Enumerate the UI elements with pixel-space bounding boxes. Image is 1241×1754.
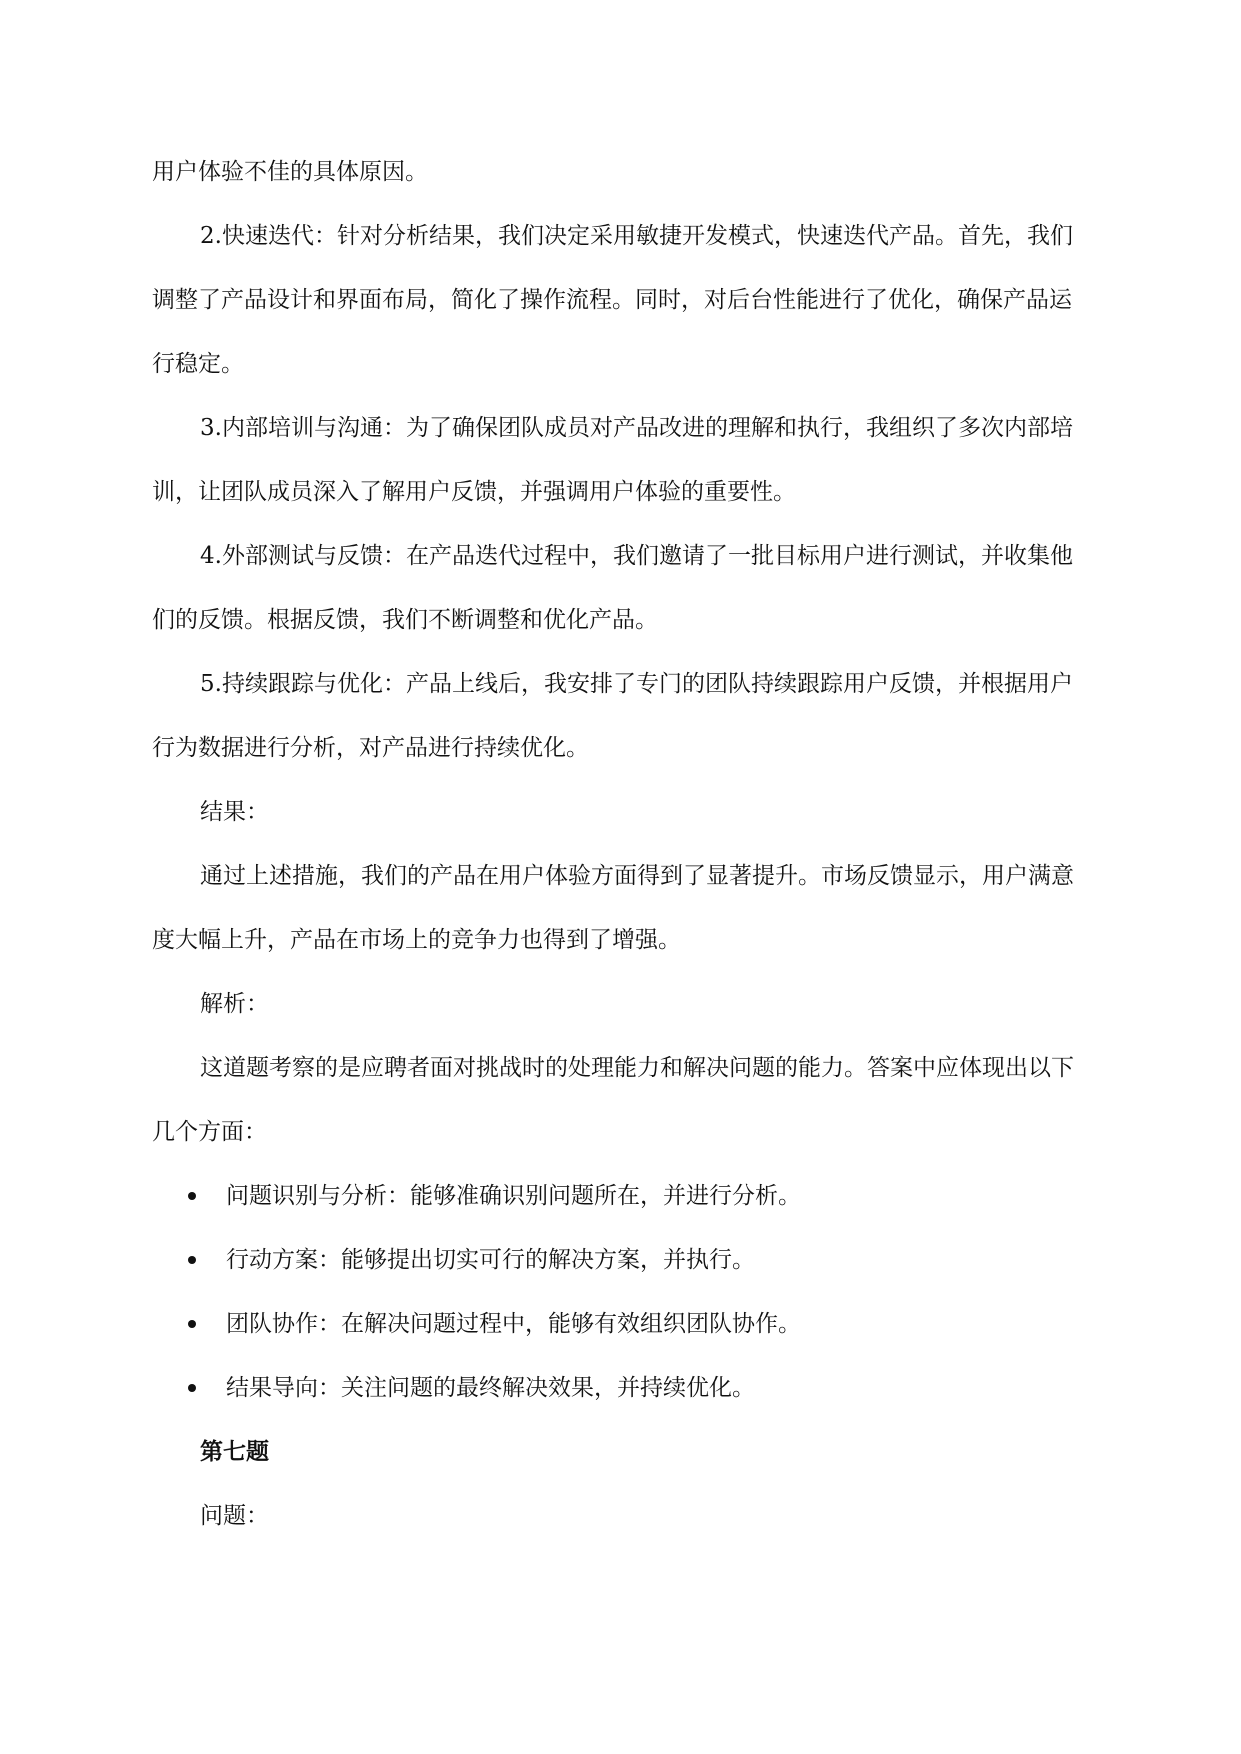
bullet-icon: [188, 1192, 196, 1200]
bullet-icon: [188, 1320, 196, 1328]
paragraph: 通过上述措施，我们的产品在用户体验方面得到了显著提升。市场反馈显示，用户满意度大幅上升，产品在市场上的竞争力也得到了增强。: [152, 863, 1074, 953]
section-heading: 第七题: [200, 1438, 269, 1465]
paragraph: 3.内部培训与沟通：为了确保团队成员对产品改进的理解和执行，我组织了多次内部培训，让团队成员深入了解用户反馈，并强调用户体验的重要性。: [152, 415, 1073, 505]
analysis-label: 解析：: [200, 991, 269, 1017]
list-item-text: 结果导向：关注问题的最终解决效果，并持续优化。: [226, 1375, 755, 1401]
paragraph: 2.快速迭代：针对分析结果，我们决定采用敏捷开发模式，快速迭代产品。首先，我们调整了产品设计和界面布局，简化了操作流程。同时，对后台性能进行了优化，确保产品运行稳定。: [152, 223, 1073, 377]
bullet-list: [152, 1164, 1092, 1420]
list-item: [152, 1228, 1092, 1292]
paragraph: 4.外部测试与反馈：在产品迭代过程中，我们邀请了一批目标用户进行测试，并收集他们的反馈。根据反馈，我们不断调整和优化产品。: [152, 543, 1073, 633]
question-label: 问题：: [200, 1503, 269, 1529]
paragraph: 5.持续跟踪与优化：产品上线后，我安排了专门的团队持续跟踪用户反馈，并根据用户行为数据进行分析，对产品进行持续优化。: [152, 671, 1073, 761]
list-item: [152, 1164, 1092, 1228]
bullet-icon: [188, 1256, 196, 1264]
list-item-text: 问题识别与分析：能够准确识别问题所在，并进行分析。: [226, 1183, 801, 1209]
list-item-text: 团队协作：在解决问题过程中，能够有效组织团队协作。: [226, 1311, 801, 1337]
list-item-text: 行动方案：能够提出切实可行的解决方案，并执行。: [226, 1247, 755, 1273]
document-page: [152, 140, 1092, 1548]
list-item: [152, 1292, 1092, 1356]
result-label: 结果：: [200, 799, 269, 825]
list-item: [152, 1356, 1092, 1420]
bullet-icon: [188, 1384, 196, 1392]
paragraph: 用户体验不佳的具体原因。: [152, 159, 428, 185]
paragraph: 这道题考察的是应聘者面对挑战时的处理能力和解决问题的能力。答案中应体现出以下几个方面：: [152, 1055, 1074, 1145]
